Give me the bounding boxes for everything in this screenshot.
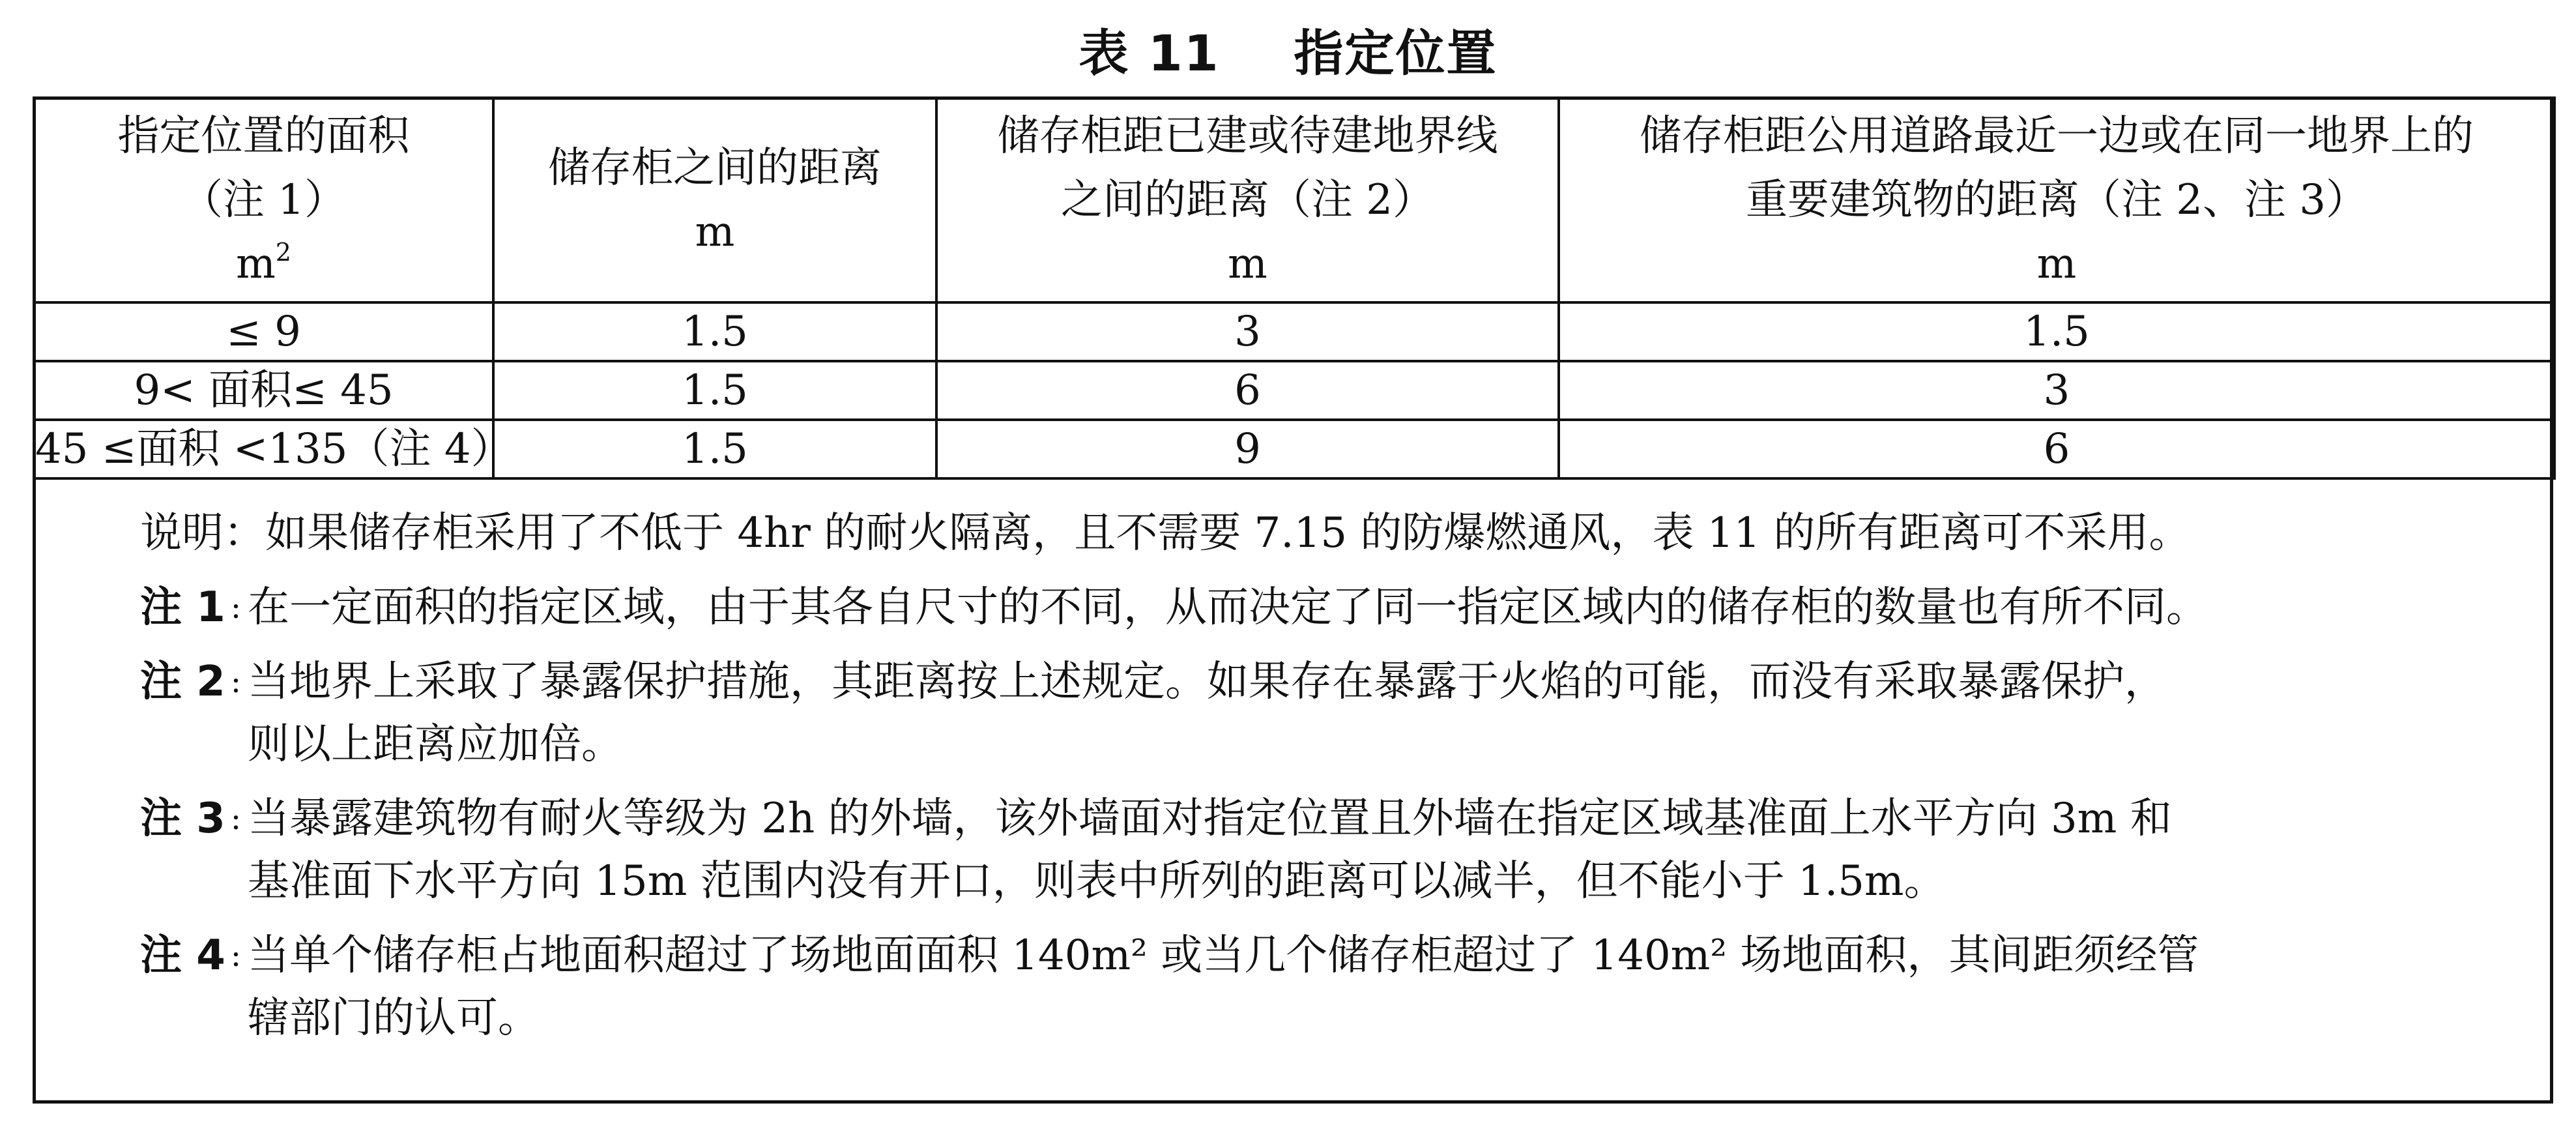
note-body (248, 576, 2538, 639)
note-2 (140, 651, 2538, 776)
note-line: 基准面下水平方向 15m 范围内没有开口，则表中所列的距离可以减半，但不能小于 1.5m。 (247, 857, 1946, 905)
note-body (248, 787, 2538, 913)
note-separator: : (230, 664, 241, 700)
table-cell: 1.5 (493, 361, 936, 420)
spec-table (33, 96, 2556, 480)
note-line: 在一定面积的指定区域，由于其各自尺寸的不同，从而决定了同一指定区域内的储存柜的数量也有所不同。 (247, 583, 2208, 632)
note-line: 则以上距离应加倍。 (247, 720, 623, 769)
notes-section (140, 502, 2538, 1061)
note-label: 注 4 (140, 931, 225, 980)
header-line: 重要建筑物的距离（注 2、注 3） (1745, 176, 2368, 224)
table-cell: 3 (1559, 361, 2554, 420)
header-line: 指定位置的面积 (117, 112, 410, 160)
table-cell: 1.5 (493, 420, 936, 478)
table-cell: 3 (936, 302, 1559, 361)
table-cell: 1.5 (1559, 302, 2554, 361)
table-cell: 1.5 (493, 302, 936, 361)
note-line: 当单个储存柜占地面积超过了场地面面积 140m² 或当几个储存柜超过了 140m² 场地面积，其间距须经管 (247, 931, 2199, 980)
note-1 (140, 576, 2538, 639)
header-unit: m (1228, 240, 1267, 288)
note-label: 注 2 (140, 658, 225, 706)
header-line: 储存柜之间的距离 (548, 144, 882, 192)
header-cell-area (34, 98, 493, 302)
header-line: （注 1） (181, 176, 347, 224)
header-cell-boundary-distance (936, 98, 1559, 302)
table-cell: 9 (936, 420, 1559, 478)
note-3 (140, 787, 2538, 913)
table-row (34, 302, 2554, 361)
note-label: 注 1 (140, 583, 225, 632)
note-label: 注 3 (140, 795, 225, 843)
table-title: 表 11 指定位置 (1078, 23, 1498, 82)
header-line: 之间的距离（注 2） (1060, 176, 1435, 224)
note-separator: : (230, 937, 241, 974)
header-cell-cabinet-spacing (493, 98, 936, 302)
header-cell-road-building-distance (1559, 98, 2554, 302)
note-body (248, 651, 2538, 776)
note-line: 辖部门的认可。 (247, 994, 540, 1042)
note-line: 当地界上采取了暴露保护措施，其距离按上述规定。如果存在暴露于火焰的可能，而没有采取暴露保护， (247, 658, 2166, 706)
unit-text: m (236, 240, 276, 288)
table-header-row (34, 98, 2554, 302)
note-separator: : (230, 589, 241, 626)
table-cell: 9< 面积≤ 45 (34, 361, 493, 420)
table-row (34, 361, 2554, 420)
table-cell: 6 (936, 361, 1559, 420)
header-unit (35, 232, 492, 296)
unit-superscript: 2 (275, 238, 291, 267)
explanation (140, 502, 2538, 564)
header-line: 储存柜距已建或待建地界线 (997, 112, 1498, 160)
table-row (34, 420, 2554, 478)
table-cell: 6 (1559, 420, 2554, 478)
note-body (248, 924, 2538, 1049)
header-line: 储存柜距公用道路最近一边或在同一地界上的 (1640, 112, 2474, 160)
header-unit: m (2036, 240, 2077, 288)
table-cell: 45 ≤面积 <135（注 4） (34, 420, 493, 478)
note-4 (140, 924, 2538, 1049)
note-line: 当暴露建筑物有耐火等级为 2h 的外墙，该外墙面对指定位置且外墙在指定区域基准面上水平方向 3m 和 (247, 795, 2172, 843)
header-unit: m (695, 208, 735, 256)
table-cell: ≤ 9 (34, 302, 493, 361)
note-separator: : (230, 800, 241, 837)
explanation-text: 说明：如果储存柜采用了不低于 4hr 的耐火隔离，且不需要 7.15 的防爆燃通风，表 11 的所有距离可不采用。 (140, 509, 2191, 557)
